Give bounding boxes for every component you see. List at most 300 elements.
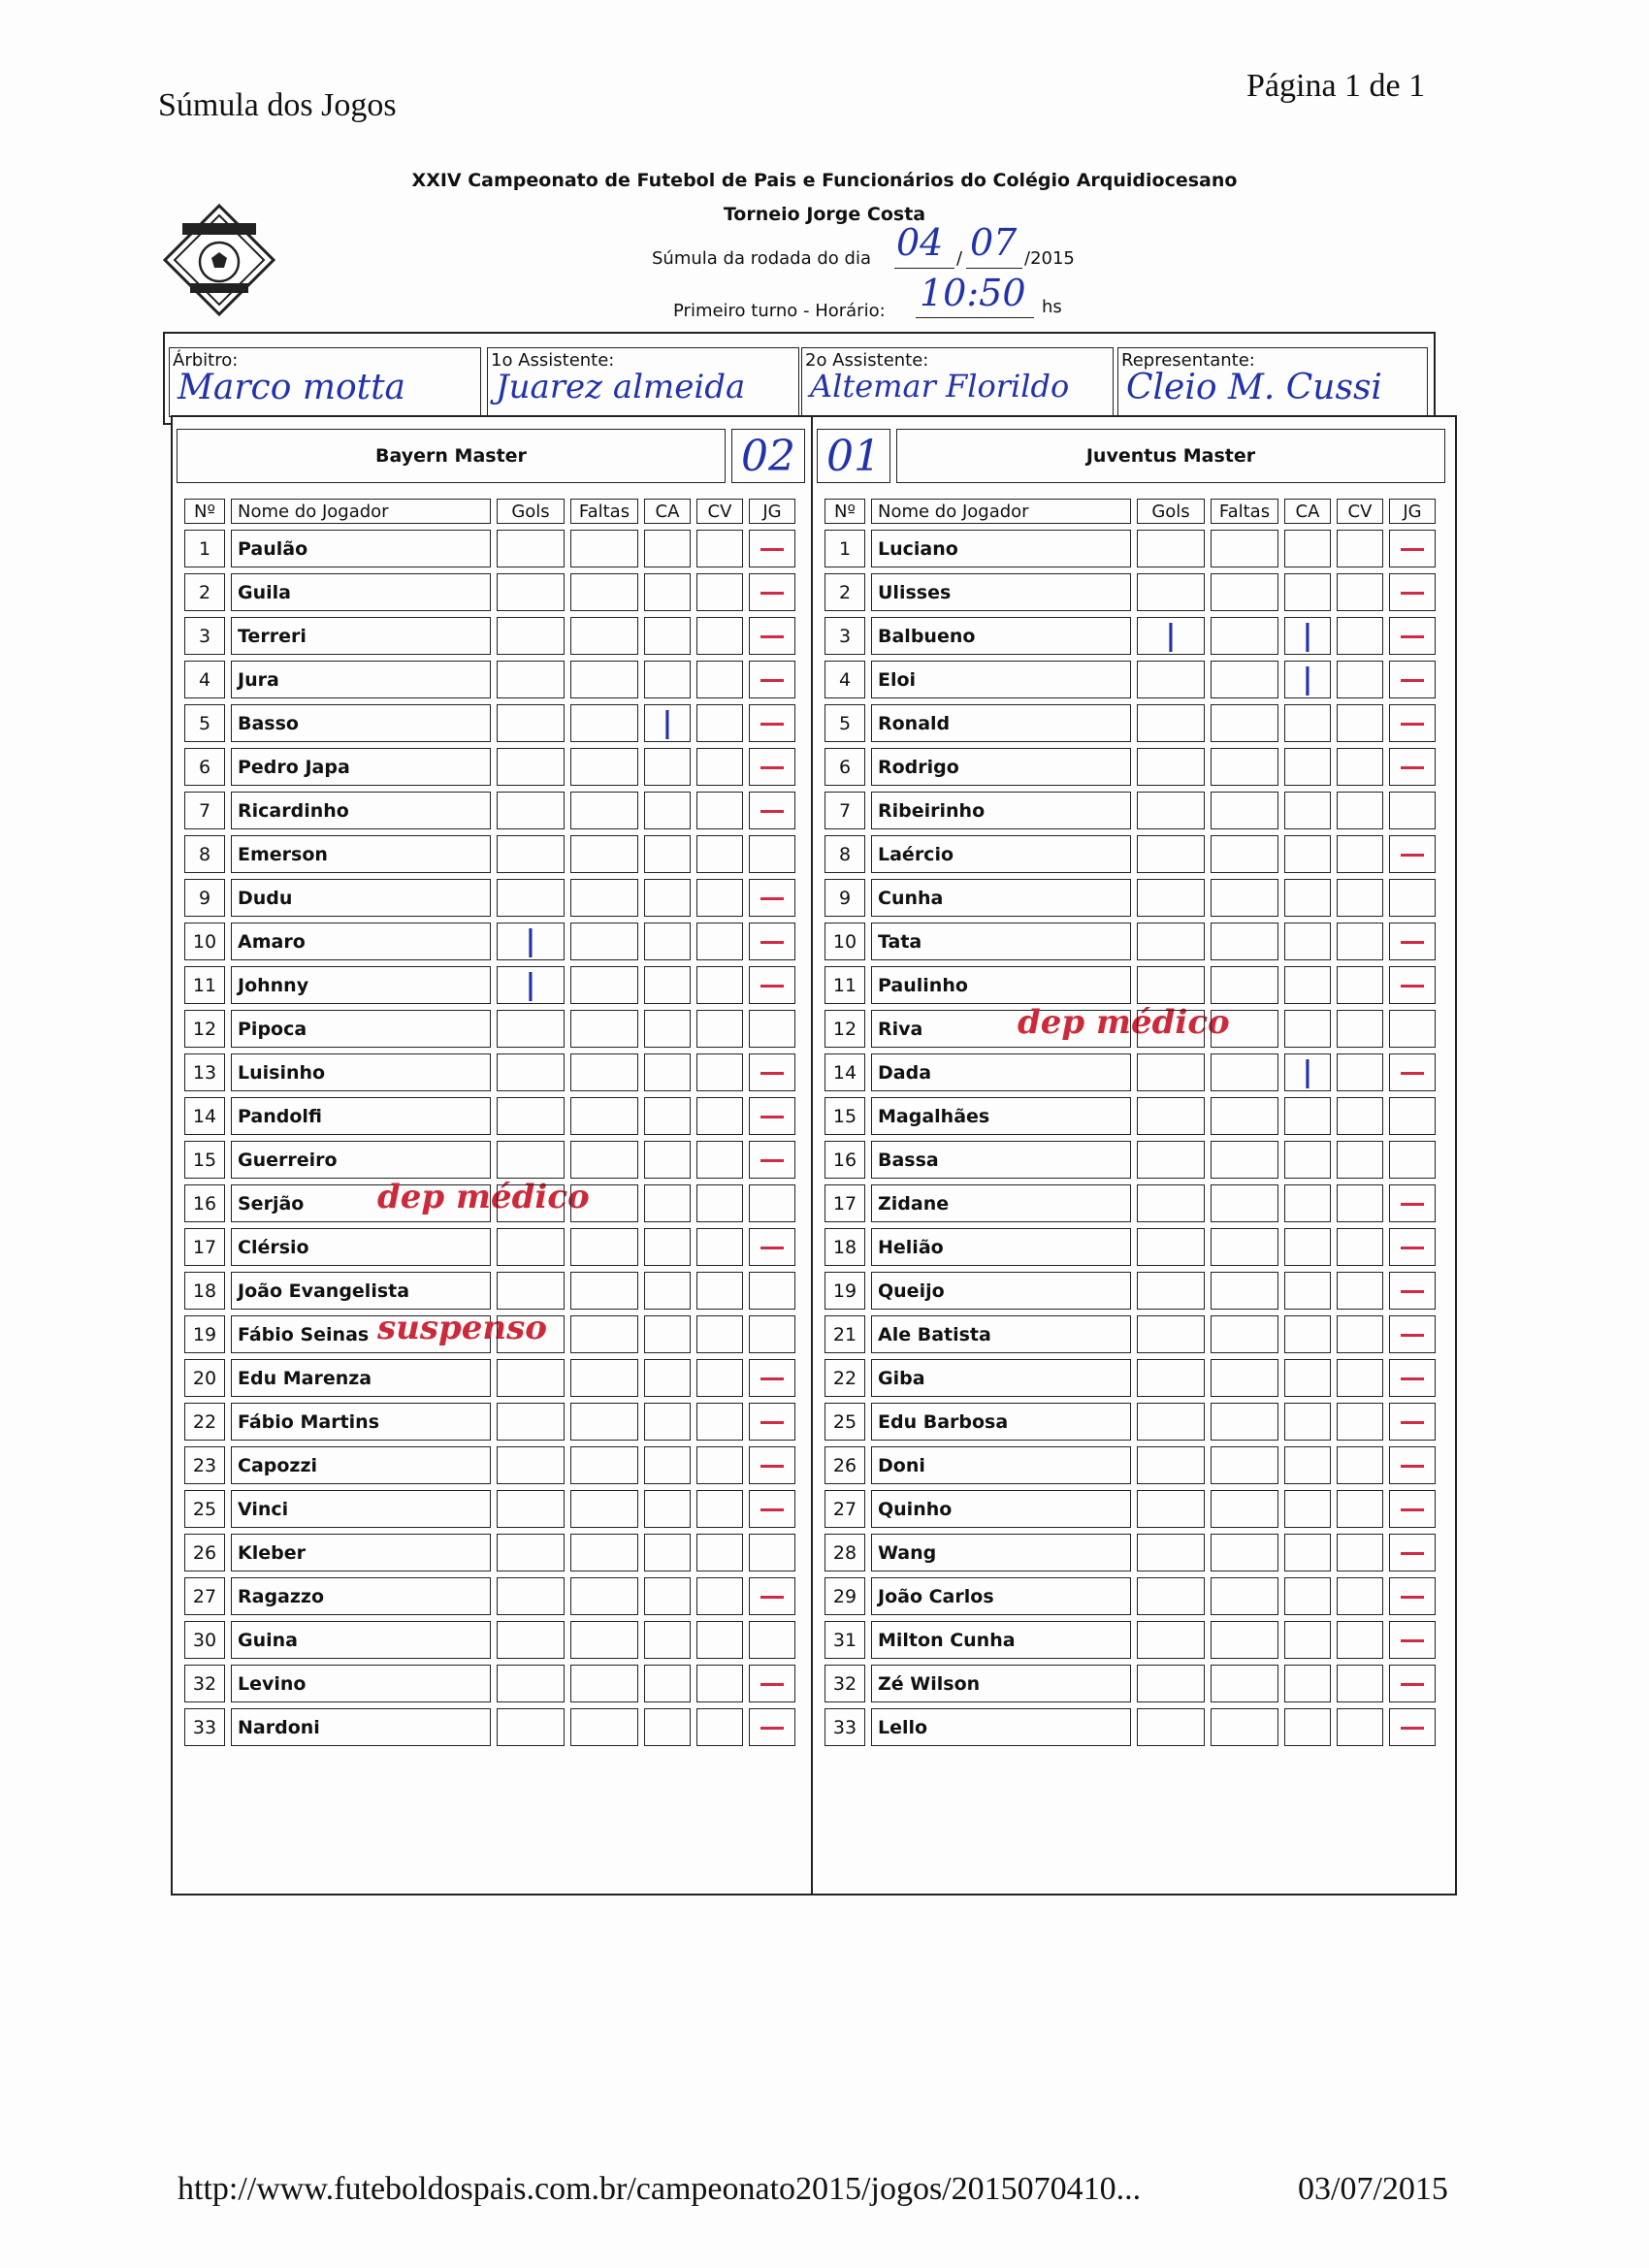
home-score: 02 [731, 429, 805, 483]
played-mark [1401, 1203, 1424, 1206]
player-jg [749, 1315, 795, 1353]
player-number-text: 27 [192, 1585, 217, 1607]
played-mark [760, 1727, 784, 1730]
player-jg [1389, 1184, 1436, 1222]
table-row [824, 1621, 1436, 1659]
played-mark [1401, 723, 1424, 726]
player-ca [644, 1621, 691, 1659]
player-number [824, 1577, 865, 1615]
player-ca [644, 1141, 691, 1179]
player-name-text: Emerson [238, 843, 328, 865]
player-ca [1284, 1228, 1331, 1266]
player-gols [497, 1141, 565, 1179]
player-number-text: 9 [198, 887, 211, 909]
player-gols [1137, 1097, 1205, 1135]
player-name [871, 1534, 1131, 1571]
player-cv [696, 1534, 743, 1571]
player-gols [1137, 748, 1205, 786]
player-ca [1284, 792, 1331, 829]
player-name [871, 1228, 1131, 1266]
player-name-text: Luisinho [238, 1061, 326, 1084]
player-gols [497, 617, 565, 655]
played-mark [1401, 1596, 1424, 1599]
table-row [824, 1534, 1436, 1571]
time-value: 10:50 [920, 272, 1026, 314]
player-number [824, 1621, 865, 1659]
player-name [231, 1272, 491, 1310]
player-number-text: 17 [192, 1236, 217, 1258]
player-faltas [570, 1010, 638, 1048]
round-month-value: 07 [970, 221, 1018, 264]
table-row [184, 1577, 795, 1615]
player-name [231, 1309, 547, 1353]
player-faltas [1211, 1053, 1278, 1091]
played-mark [1401, 941, 1424, 944]
col-num: Nº [184, 499, 225, 524]
player-jg [1389, 1665, 1436, 1702]
player-gols [497, 1228, 565, 1266]
player-faltas [570, 704, 638, 742]
player-jg [749, 661, 795, 698]
player-ca [644, 1228, 691, 1266]
table-row [184, 835, 795, 873]
played-mark [760, 592, 784, 595]
player-cv [696, 530, 743, 567]
played-mark [1401, 679, 1424, 682]
player-jg [749, 617, 795, 655]
player-gols [1137, 1534, 1205, 1571]
player-jg [1389, 966, 1436, 1004]
player-cv [696, 1010, 743, 1048]
player-name [231, 1403, 491, 1441]
player-name-text: Ulisses [878, 581, 952, 603]
player-ca-mark: | [1302, 1055, 1313, 1089]
player-gols [1137, 617, 1205, 655]
player-number-text: 2 [198, 581, 211, 603]
player-number [824, 1228, 865, 1266]
player-jg [749, 530, 795, 567]
player-gols [497, 1534, 565, 1571]
played-mark [1401, 1639, 1424, 1642]
player-faltas [570, 835, 638, 873]
player-number-text: 19 [192, 1323, 217, 1345]
player-jg [1389, 1708, 1436, 1746]
player-ca [644, 1010, 691, 1048]
player-cv [1337, 617, 1383, 655]
player-jg [1389, 704, 1436, 742]
hours-suffix: hs [1042, 297, 1062, 317]
played-mark [760, 1247, 784, 1249]
player-jg [749, 1010, 795, 1048]
player-number-text: 23 [192, 1454, 217, 1476]
player-number [824, 748, 865, 786]
player-name-text: Milton Cunha [878, 1629, 1016, 1651]
assistant1-label: 1o Assistente: [491, 350, 615, 371]
player-cv [696, 966, 743, 1004]
player-gols [497, 1010, 565, 1048]
player-ca [644, 617, 691, 655]
player-jg [749, 792, 795, 829]
player-ca [644, 1272, 691, 1310]
played-mark [1401, 1334, 1424, 1337]
player-gols [497, 1184, 565, 1222]
player-number-text: 12 [832, 1018, 857, 1040]
player-number [824, 617, 865, 655]
played-mark [1401, 592, 1424, 595]
away-score: 01 [817, 429, 890, 483]
player-cv [696, 1577, 743, 1615]
player-note: dep médico [377, 1178, 590, 1216]
player-ca [644, 748, 691, 786]
player-name-text: Serjão [238, 1192, 305, 1215]
player-name-text: Dudu [238, 887, 293, 909]
player-gols [1137, 879, 1205, 917]
player-faltas [570, 1534, 638, 1571]
player-faltas [1211, 1228, 1278, 1266]
table-row [184, 1708, 795, 1746]
player-name-text: Queijo [878, 1280, 945, 1302]
player-number-text: 20 [192, 1367, 217, 1389]
player-faltas [1211, 879, 1278, 917]
player-name-text: Zé Wilson [878, 1672, 981, 1695]
table-row [824, 530, 1436, 567]
player-number [824, 1053, 865, 1091]
table-row [824, 1490, 1436, 1528]
player-name [871, 1577, 1131, 1615]
date-slash: / [956, 248, 963, 269]
col-cv: CV [696, 499, 743, 524]
player-gols [1137, 1446, 1205, 1484]
player-cv [1337, 1577, 1383, 1615]
player-name [231, 748, 491, 786]
player-ca [1284, 661, 1331, 698]
player-number [824, 704, 865, 742]
player-name [231, 1577, 491, 1615]
player-jg [749, 1490, 795, 1528]
player-number-text: 16 [832, 1149, 857, 1171]
player-jg [1389, 792, 1436, 829]
player-name [231, 1097, 491, 1135]
player-number-text: 26 [832, 1454, 857, 1476]
player-name-text: Clérsio [238, 1236, 309, 1258]
player-gols [497, 792, 565, 829]
played-mark [760, 1377, 784, 1380]
player-faltas [570, 1228, 638, 1266]
referee-label: Árbitro: [173, 350, 239, 371]
player-ca [1284, 617, 1331, 655]
played-mark [760, 1596, 784, 1599]
player-ca [1284, 835, 1331, 873]
player-faltas [1211, 704, 1278, 742]
table-row [824, 1708, 1436, 1746]
player-cv [1337, 879, 1383, 917]
player-jg [1389, 661, 1436, 698]
player-number-text: 4 [198, 668, 211, 691]
player-faltas [1211, 1272, 1278, 1310]
player-number [184, 1621, 225, 1659]
col-jg: JG [749, 499, 795, 524]
player-jg [749, 1708, 795, 1746]
player-jg [749, 1272, 795, 1310]
table-row [824, 1141, 1436, 1179]
played-mark [1401, 1683, 1424, 1686]
player-number [184, 617, 225, 655]
player-jg [1389, 1097, 1436, 1135]
player-cv [696, 748, 743, 786]
player-number [184, 1097, 225, 1135]
player-cv [696, 879, 743, 917]
player-number [184, 661, 225, 698]
player-name-text: Rodrigo [878, 756, 959, 778]
played-mark [760, 1116, 784, 1118]
table-row [184, 1315, 795, 1353]
away-team-panel [811, 415, 1457, 1895]
player-number-text: 10 [832, 930, 857, 953]
player-name [871, 835, 1131, 873]
player-name [231, 1178, 590, 1222]
player-name-text: Fábio Martins [238, 1410, 379, 1433]
player-name [871, 1053, 1131, 1091]
player-number [184, 573, 225, 611]
player-number-text: 17 [832, 1192, 857, 1215]
player-ca [1284, 1577, 1331, 1615]
table-row [184, 1097, 795, 1135]
player-number [824, 530, 865, 567]
player-ca [1284, 1184, 1331, 1222]
player-name-text: Paulinho [878, 974, 968, 996]
table-row [824, 748, 1436, 786]
player-faltas [570, 617, 638, 655]
player-number-text: 33 [192, 1716, 217, 1738]
player-number [184, 1315, 225, 1353]
player-jg [1389, 1446, 1436, 1484]
table-row [824, 966, 1436, 1004]
table-row [184, 1490, 795, 1528]
col-gols: Gols [497, 499, 565, 524]
player-jg [749, 835, 795, 873]
player-jg [1389, 1359, 1436, 1397]
table-row [824, 1097, 1436, 1135]
player-gols [497, 966, 565, 1004]
player-number [184, 1665, 225, 1702]
player-jg [1389, 1228, 1436, 1266]
player-jg [1389, 1053, 1436, 1091]
col-jg: JG [1389, 499, 1436, 524]
table-row [824, 1315, 1436, 1353]
player-jg [1389, 617, 1436, 655]
player-number-text: 27 [832, 1498, 857, 1520]
player-gols-mark: | [1165, 619, 1177, 653]
player-number [184, 1053, 225, 1091]
player-name-text: Guila [238, 581, 291, 603]
player-name [231, 1359, 491, 1397]
played-mark [1401, 766, 1424, 769]
player-faltas [570, 1097, 638, 1135]
player-ca [1284, 1141, 1331, 1179]
player-number [824, 1446, 865, 1484]
player-ca [644, 1403, 691, 1441]
player-number-text: 7 [198, 799, 211, 822]
player-name-text: Fábio Seinas [238, 1323, 370, 1345]
player-name-text: Magalhães [878, 1105, 990, 1127]
player-number [824, 1403, 865, 1441]
player-name [231, 617, 491, 655]
player-gols [497, 1272, 565, 1310]
table-row [824, 1403, 1436, 1441]
player-ca [1284, 748, 1331, 786]
player-name-text: Paulão [238, 537, 308, 560]
player-gols [1137, 835, 1205, 873]
player-ca [644, 923, 691, 960]
player-faltas [1211, 617, 1278, 655]
player-ca [644, 704, 691, 742]
played-mark [760, 1159, 784, 1162]
player-faltas [1211, 1141, 1278, 1179]
player-gols-mark: | [525, 924, 536, 958]
player-gols [1137, 1184, 1205, 1222]
table-row [184, 1010, 795, 1048]
table-row [824, 1665, 1436, 1702]
player-number [824, 1184, 865, 1222]
table-row [184, 1053, 795, 1091]
player-number-text: 31 [832, 1629, 857, 1651]
player-ca [644, 1490, 691, 1528]
player-number-text: 11 [192, 974, 217, 996]
player-name-text: Edu Marenza [238, 1367, 372, 1389]
player-ca [1284, 1053, 1331, 1091]
player-cv [1337, 1446, 1383, 1484]
player-gols [1137, 1359, 1205, 1397]
player-number [824, 1490, 865, 1528]
player-faltas [570, 1708, 638, 1746]
player-ca [1284, 966, 1331, 1004]
player-cv [1337, 1272, 1383, 1310]
player-number-text: 8 [198, 843, 211, 865]
player-gols [1137, 661, 1205, 698]
player-jg [1389, 879, 1436, 917]
player-name-text: Dada [878, 1061, 932, 1084]
player-cv [1337, 1228, 1383, 1266]
player-faltas [570, 966, 638, 1004]
player-ca [644, 1097, 691, 1135]
player-number-text: 22 [192, 1410, 217, 1433]
player-number [824, 1097, 865, 1135]
played-mark [760, 1072, 784, 1075]
table-row [824, 1184, 1436, 1222]
player-faltas [570, 573, 638, 611]
player-cv [1337, 1490, 1383, 1528]
player-number-text: 25 [192, 1498, 217, 1520]
player-gols [1137, 1577, 1205, 1615]
table-row [824, 1272, 1436, 1310]
tournament-name: Torneio Jorge Costa [723, 204, 926, 225]
player-name-text: Pipoca [238, 1018, 307, 1040]
player-jg [749, 966, 795, 1004]
player-gols [497, 1097, 565, 1135]
player-ca [644, 1053, 691, 1091]
player-faltas [1211, 1708, 1278, 1746]
player-cv [1337, 1665, 1383, 1702]
played-mark [760, 1508, 784, 1511]
player-ca [1284, 1272, 1331, 1310]
player-jg [1389, 1272, 1436, 1310]
player-name-text: Pedro Japa [238, 756, 350, 778]
table-row [824, 923, 1436, 960]
player-cv [696, 1053, 743, 1091]
player-cv [1337, 835, 1383, 873]
player-cv [1337, 1141, 1383, 1179]
player-number-text: 28 [832, 1541, 857, 1564]
away-roster-table [819, 493, 1441, 1752]
player-ca [644, 879, 691, 917]
player-number-text: 33 [832, 1716, 857, 1738]
played-mark [760, 679, 784, 682]
player-name-text: Edu Barbosa [878, 1410, 1009, 1433]
player-name-text: Luciano [878, 537, 958, 560]
player-name [871, 1446, 1131, 1484]
player-number-text: 3 [838, 625, 852, 647]
player-name [231, 1621, 491, 1659]
player-faltas [570, 1141, 638, 1179]
played-mark [1401, 1072, 1424, 1075]
player-faltas [1211, 748, 1278, 786]
player-name [871, 704, 1131, 742]
player-ca [1284, 1708, 1331, 1746]
player-cv [1337, 1708, 1383, 1746]
player-jg [749, 1359, 795, 1397]
assistant1-name: Juarez almeida [496, 368, 746, 406]
player-name [231, 966, 491, 1004]
played-mark [1401, 1465, 1424, 1468]
player-ca [644, 1359, 691, 1397]
away-team-name: Juventus Master [896, 429, 1445, 483]
player-cv [696, 835, 743, 873]
player-jg [749, 1621, 795, 1659]
player-faltas [570, 1446, 638, 1484]
player-cv [1337, 661, 1383, 698]
table-row [184, 792, 795, 829]
played-mark [760, 548, 784, 551]
player-gols [497, 704, 565, 742]
table-row [824, 617, 1436, 655]
player-ca [644, 573, 691, 611]
player-faltas [1211, 1010, 1278, 1048]
player-name [231, 923, 491, 960]
player-number-text: 1 [838, 537, 852, 560]
player-name [871, 923, 1131, 960]
player-ca [644, 1665, 691, 1702]
table-row [824, 1010, 1436, 1048]
player-faltas [1211, 661, 1278, 698]
player-number-text: 15 [832, 1105, 857, 1127]
table-row [824, 792, 1436, 829]
player-ca [1284, 1097, 1331, 1135]
player-name-text: Bassa [878, 1149, 939, 1171]
player-name [231, 1490, 491, 1528]
player-name-text: Vinci [238, 1498, 289, 1520]
player-name-text: Tata [878, 930, 922, 953]
player-number [184, 1228, 225, 1266]
player-number-text: 6 [198, 756, 211, 778]
table-row [184, 530, 795, 567]
player-gols [1137, 1272, 1205, 1310]
played-mark [760, 810, 784, 813]
player-name-text: Jura [238, 668, 279, 691]
player-number [824, 1272, 865, 1310]
player-cv [1337, 1053, 1383, 1091]
player-name-text: Ragazzo [238, 1585, 325, 1607]
player-faltas [1211, 966, 1278, 1004]
